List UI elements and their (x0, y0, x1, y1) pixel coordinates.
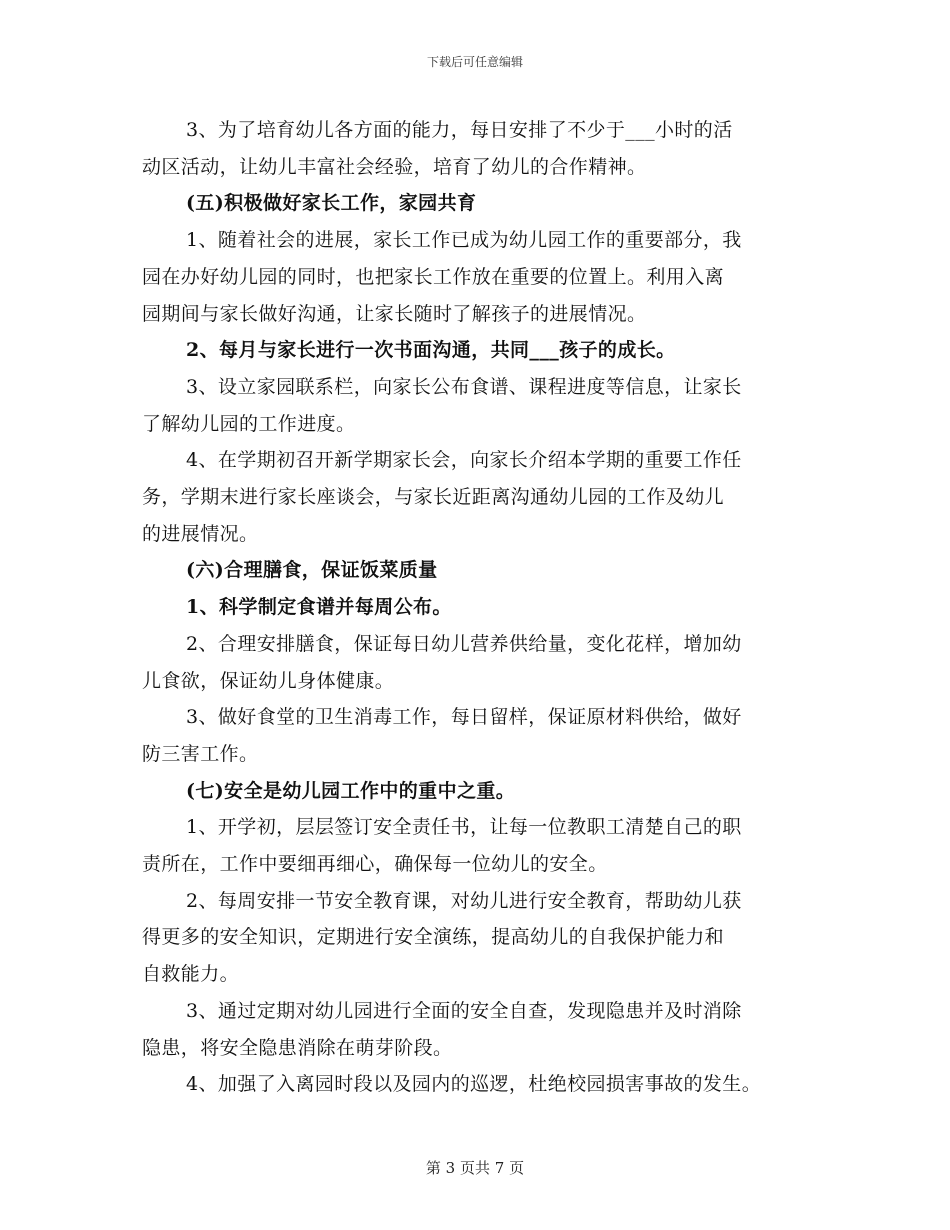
body-paragraph (142, 883, 822, 993)
page-header: 下载后可任意编辑 (426, 55, 523, 69)
page-footer: 第 3 页共 7 页 (425, 1159, 525, 1177)
text-line: 3、通过定期对幼儿园进行全面的安全自查，发现隐患并及时消除 (186, 999, 742, 1022)
section-heading (142, 332, 822, 369)
text-line: 防三害工作。 (142, 742, 259, 765)
text-line: 动区活动，让幼儿丰富社会经验，培育了幼儿的合作精神。 (142, 155, 647, 178)
text-line: 4、加强了入离园时段以及园内的巡逻，杜绝校园损害事故的发生。 (186, 1073, 762, 1096)
text-line: 3、为了培育幼儿各方面的能力，每日安排了不少于___小时的活 (186, 119, 733, 141)
body-paragraph (142, 442, 822, 552)
text-line: 1、随着社会的进展，家长工作已成为幼儿园工作的重要部分，我 (186, 229, 742, 252)
text-line: 的进展情况。 (142, 522, 259, 545)
section-heading (142, 185, 822, 222)
text-line: 1、开学初，层层签订安全责任书，让每一位教职工清楚自己的职 (186, 816, 742, 839)
text-line: 得更多的安全知识，定期进行安全演练，提高幼儿的自我保护能力和 (142, 926, 725, 949)
body-paragraph (142, 112, 822, 185)
text-line: 3、做好食堂的卫生消毒工作，每日留样，保证原材料供给，做好 (186, 706, 742, 729)
text-line: 3、设立家园联系栏，向家长公布食谱、课程进度等信息，让家长 (186, 375, 742, 398)
body-paragraph (142, 222, 822, 332)
text-line: (六)合理膳食，保证饭菜质量 (186, 559, 438, 582)
text-line: 2、合理安排膳食，保证每日幼儿营养供给量，变化花样，增加幼 (186, 632, 742, 655)
text-line: (五)积极做好家长工作，家园共育 (186, 192, 477, 215)
text-line: 责所在，工作中要细再细心，确保每一位幼儿的安全。 (142, 853, 608, 876)
document-body (142, 112, 822, 1103)
text-line: 1、科学制定食谱并每周公布。 (186, 596, 452, 619)
text-line: 务，学期末进行家长座谈会，与家长近距离沟通幼儿园的工作及幼儿 (142, 486, 725, 509)
body-paragraph (142, 369, 822, 442)
text-line: 儿食欲，保证幼儿身体健康。 (142, 669, 395, 692)
body-paragraph (142, 993, 822, 1066)
section-heading (142, 773, 822, 810)
section-heading (142, 589, 822, 626)
text-line: 园在办好幼儿园的同时，也把家长工作放在重要的位置上。利用入离 (142, 265, 725, 288)
text-line: 隐患，将安全隐患消除在萌芽阶段。 (142, 1036, 453, 1059)
body-paragraph (142, 699, 822, 772)
body-paragraph (142, 626, 822, 699)
body-paragraph (142, 1066, 822, 1103)
text-line: 自救能力。 (142, 963, 240, 986)
text-line: 4、在学期初召开新学期家长会，向家长介绍本学期的重要工作任 (186, 449, 742, 472)
section-heading (142, 552, 822, 589)
text-line: 2、每周安排一节安全教育课，对幼儿进行安全教育，帮助幼儿获 (186, 889, 742, 912)
text-line: 园期间与家长做好沟通，让家长随时了解孩子的进展情况。 (142, 302, 647, 325)
body-paragraph (142, 809, 822, 882)
text-line: 了解幼儿园的工作进度。 (142, 412, 356, 435)
text-line: (七)安全是幼儿园工作中的重中之重。 (186, 779, 516, 802)
text-line: 2、每月与家长进行一次书面沟通，共同___孩子的成长。 (186, 339, 676, 362)
